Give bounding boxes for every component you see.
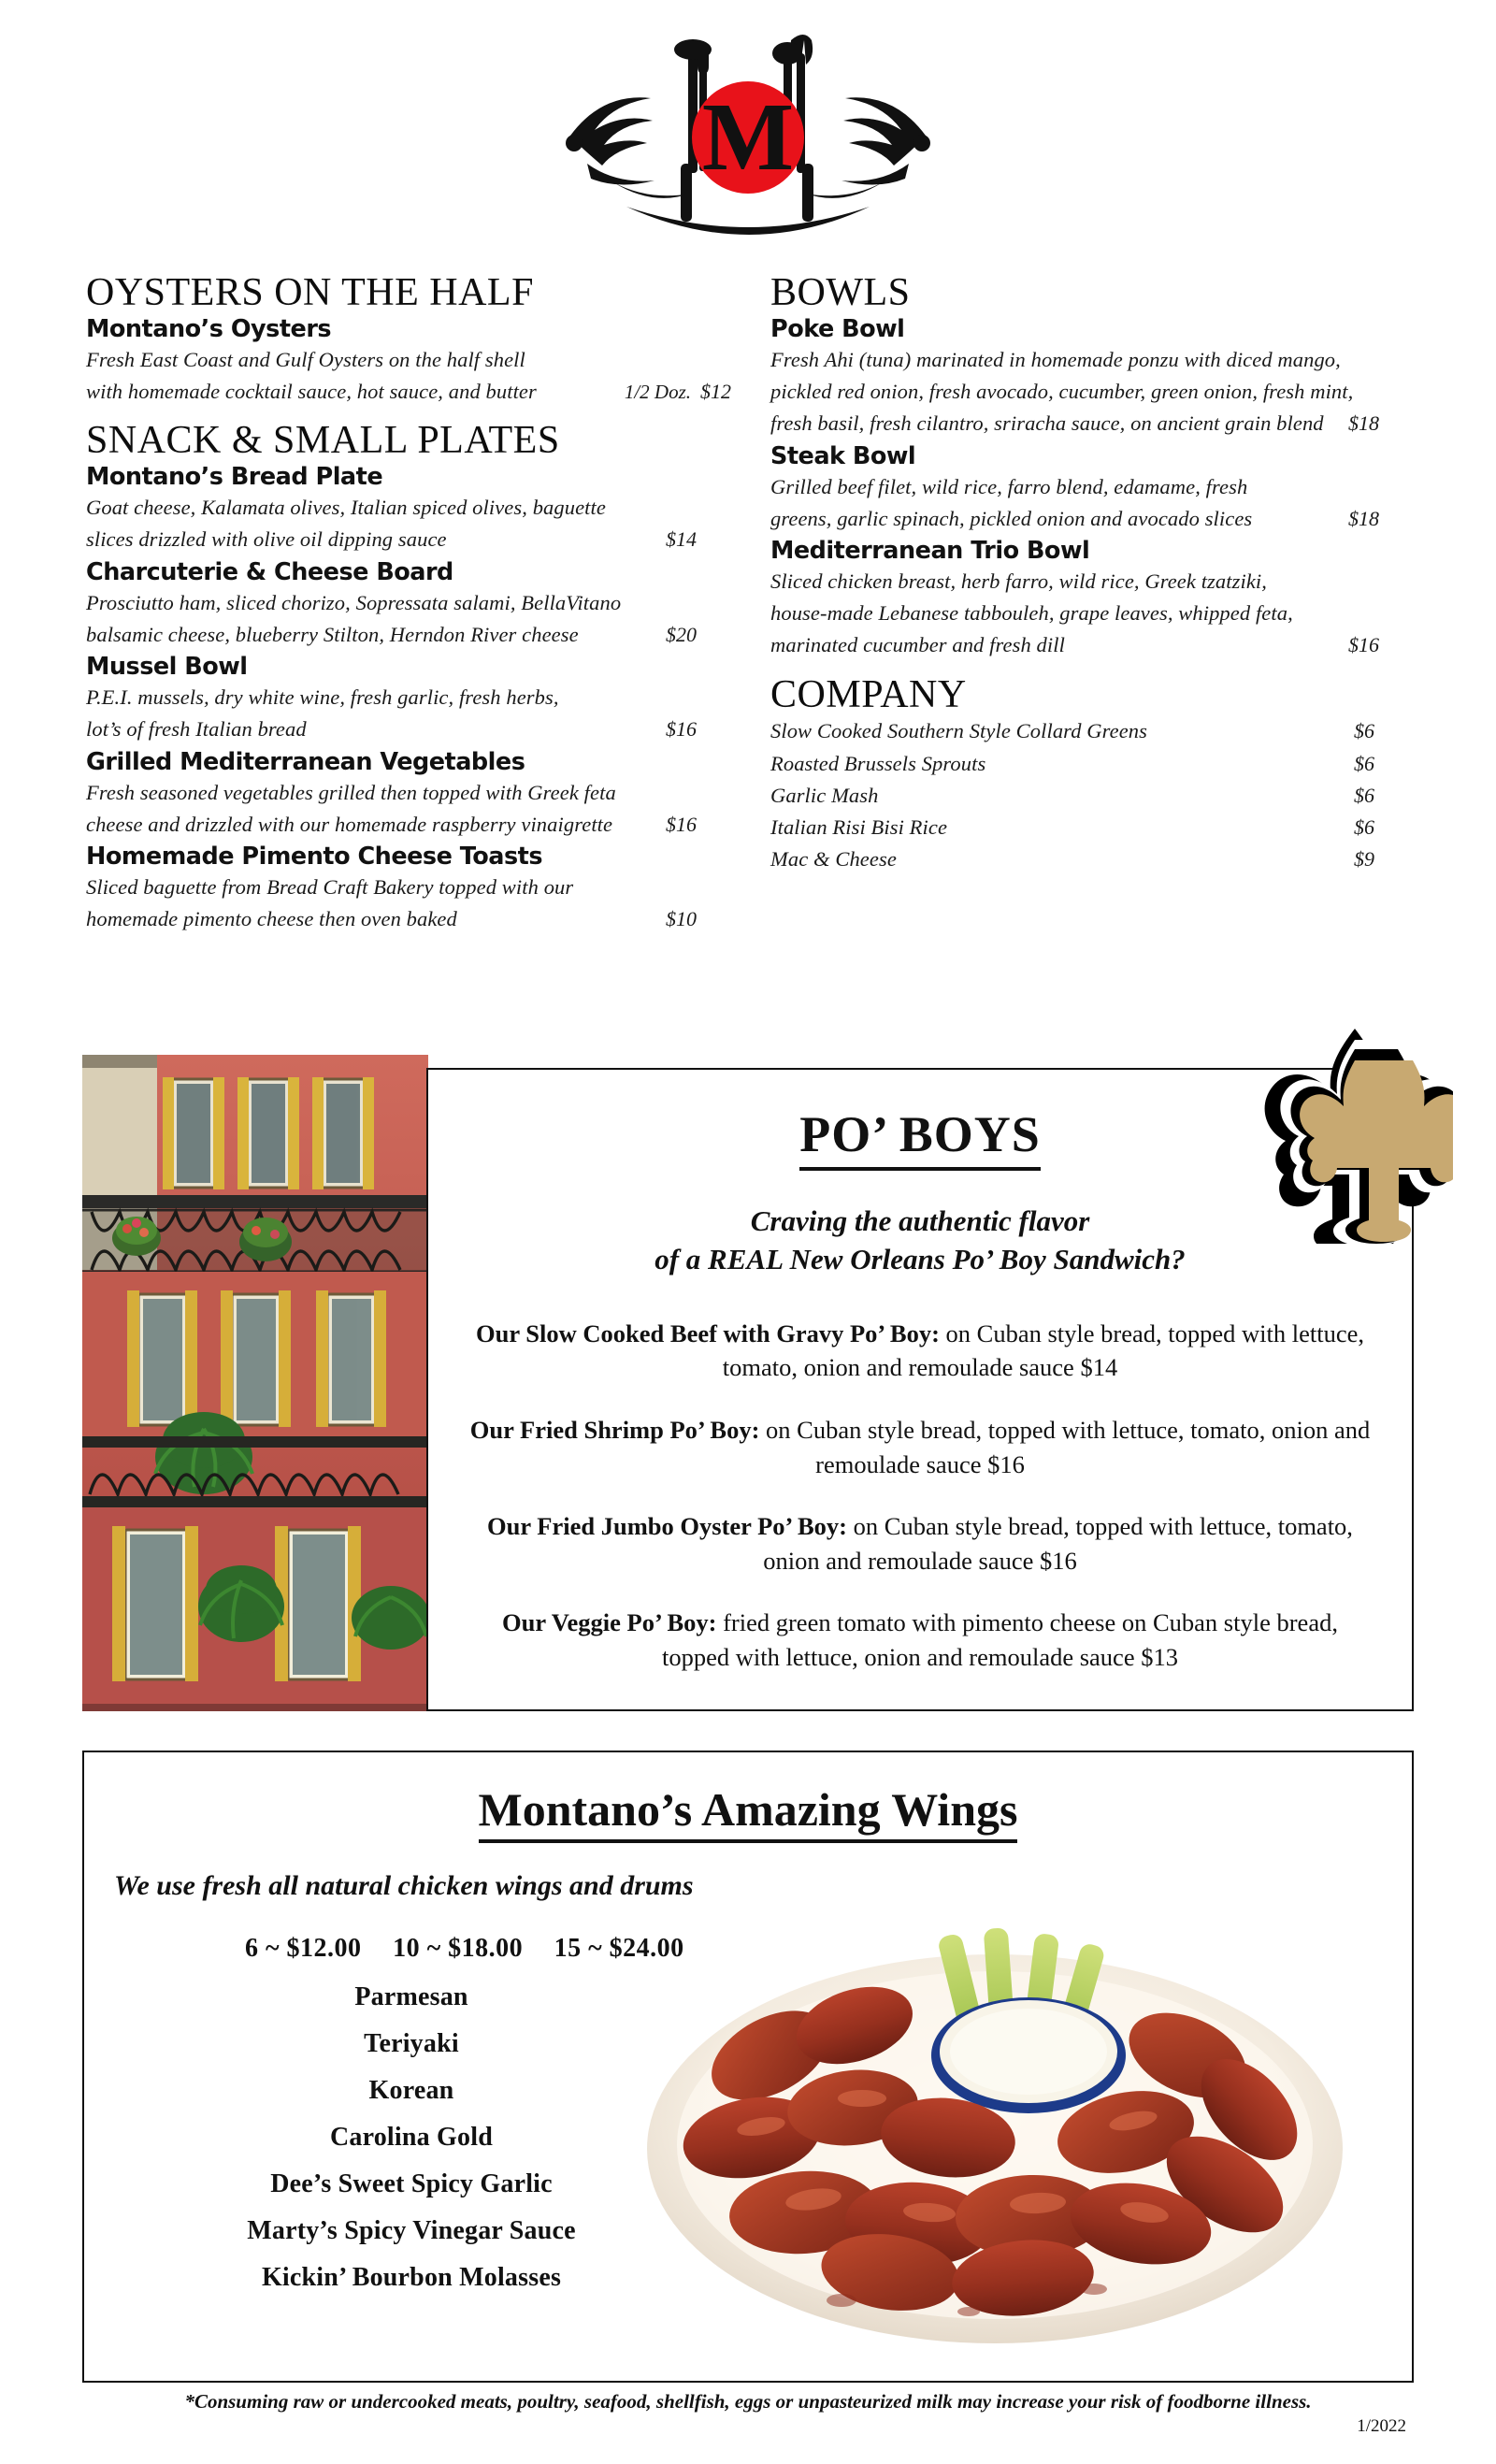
side-item-row — [770, 748, 1414, 780]
item-description-price-row — [86, 809, 731, 841]
po-boys-panel — [426, 1068, 1414, 1711]
side-item-row — [770, 715, 1414, 747]
po-boy-item-description: fried green tomato with pimento cheese on Cuban style bread, topped with lettuce, onion and remoulade sauce $13 — [662, 1608, 1338, 1671]
item-description-line: greens, garlic spinach, pickled onion and avocado slices — [770, 506, 1253, 530]
po-boy-item-name: Our Veggie Po’ Boy: — [502, 1608, 717, 1637]
side-item-row — [770, 812, 1414, 843]
item-name: Steak Bowl — [770, 441, 916, 470]
section-heading-company: COMPANY — [770, 672, 967, 716]
section-heading-snack: SNACK & SMALL PLATES — [86, 419, 560, 463]
menu-item — [86, 653, 731, 745]
item-description-line: homemade pimento cheese then oven baked — [86, 907, 457, 931]
montanos-crest-logo-icon — [430, 23, 1066, 257]
item-description-line: Sliced chicken breast, herb farro, wild rice, Greek tzatziki, — [770, 569, 1267, 594]
wings-flavor: Carolina Gold — [329, 2123, 493, 2152]
po-boy-item-name: Our Fried Jumbo Oyster Po’ Boy: — [487, 1512, 848, 1541]
item-price: $16 — [666, 717, 697, 742]
po-boy-item-description: on Cuban style bread, topped with lettuce, tomato, onion and remoulade sauce $16 — [763, 1512, 1353, 1575]
menu-column-right — [770, 273, 1414, 936]
side-item-price: $6 — [1354, 783, 1374, 807]
po-boy-item — [468, 1509, 1373, 1578]
item-price: $16 — [666, 812, 697, 836]
po-boy-item — [468, 1413, 1373, 1481]
item-description-line: house-made Lebanese tabbouleh, grape leaves, whipped feta, — [770, 601, 1293, 626]
side-item-name: Slow Cooked Southern Style Collard Greens — [770, 719, 1148, 743]
item-name: Homemade Pimento Cheese Toasts — [86, 843, 543, 872]
wings-price-option: 10 ~ $18.00 — [393, 1934, 524, 1963]
item-name: Grilled Mediterranean Vegetables — [86, 747, 525, 776]
item-description-line: with homemade cocktail sauce, hot sauce, and butter — [86, 380, 537, 404]
item-description-line: Fresh East Coast and Gulf Oysters on the half shell — [86, 347, 525, 371]
fleur-de-lis-icon — [1257, 1021, 1453, 1244]
item-description-line: balsamic cheese, blueberry Stilton, Herndon River cheese — [86, 622, 579, 646]
menu-item — [86, 463, 731, 555]
po-boy-item-description: on Cuban style bread, topped with lettuce, tomato, onion and remoulade sauce $16 — [759, 1415, 1371, 1478]
item-description-line: fresh basil, fresh cilantro, sriracha sauce, on ancient grain blend — [770, 411, 1324, 436]
section-heading-bowls: BOWLS — [770, 271, 911, 314]
item-description-line: P.E.I. mussels, dry white wine, fresh garlic, fresh herbs, — [86, 685, 559, 710]
item-description-line: slices drizzled with olive oil dipping sauce — [86, 527, 447, 552]
item-price: $20 — [666, 622, 697, 646]
menu-date-stamp: 1/2022 — [1357, 2416, 1406, 2436]
wings-flavor: Marty’s Spicy Vinegar Sauce — [247, 2216, 576, 2245]
menu-item — [86, 843, 731, 935]
item-price: $10 — [666, 907, 697, 931]
po-boys-title-text: PO’ BOYS — [799, 1106, 1041, 1171]
menu-column-left — [86, 273, 731, 936]
po-boy-item-name: Our Fried Shrimp Po’ Boy: — [469, 1415, 760, 1444]
item-name: Poke Bowl — [770, 314, 905, 343]
item-price: $18 — [1348, 506, 1379, 530]
item-description-price-row — [86, 619, 731, 651]
item-description-line: Sliced baguette from Bread Craft Bakery topped with our — [86, 875, 574, 900]
wings-price-option: 15 ~ $24.00 — [554, 1934, 684, 1963]
item-serving-size: 1/2 Doz. — [624, 381, 691, 404]
restaurant-logo — [0, 19, 1496, 262]
menu-columns — [86, 273, 1414, 936]
item-name: Mussel Bowl — [86, 653, 248, 682]
item-price: $14 — [666, 527, 697, 552]
po-boy-item — [468, 1606, 1373, 1674]
wings-flavor: Korean — [368, 2076, 454, 2105]
po-boy-item-name: Our Slow Cooked Beef with Gravy Po’ Boy: — [476, 1318, 940, 1347]
svg-text:M: M — [701, 83, 795, 191]
item-name: Montano’s Oysters — [86, 314, 332, 343]
item-description-line: pickled red onion, fresh avocado, cucumber, green onion, fresh mint, — [770, 380, 1354, 404]
menu-item — [86, 748, 731, 841]
wings-flavor: Kickin’ Bourbon Molasses — [261, 2263, 562, 2292]
po-boy-item — [468, 1317, 1373, 1385]
item-description-line: lot’s of fresh Italian bread — [86, 717, 307, 742]
side-item-price: $6 — [1354, 751, 1374, 775]
item-description-line: Grilled beef filet, wild rice, farro blend, edamame, fresh — [770, 474, 1248, 498]
wings-subtitle: We use fresh all natural chicken wings and drums — [114, 1870, 694, 1901]
po-boys-subtitle-line: Craving the authentic flavor — [750, 1204, 1090, 1237]
item-name: Montano’s Bread Plate — [86, 463, 383, 492]
side-item-name: Italian Risi Bisi Rice — [770, 815, 948, 840]
item-description-line: marinated cucumber and fresh dill — [770, 633, 1065, 657]
item-price: $12 — [700, 380, 731, 404]
side-item-name: Garlic Mash — [770, 783, 879, 807]
po-boys-item-list — [428, 1317, 1412, 1675]
wings-flavor: Dee’s Sweet Spicy Garlic — [270, 2169, 553, 2198]
side-item-price: $6 — [1354, 815, 1374, 840]
wings-flavor: Parmesan — [354, 1982, 468, 2011]
item-description-price-row — [86, 524, 731, 555]
po-boys-subtitle-line: of a REAL New Orleans Po’ Boy Sandwich? — [654, 1242, 1186, 1275]
item-description-price-row — [86, 713, 731, 745]
item-name: Mediterranean Trio Bowl — [770, 536, 1090, 565]
item-name: Charcuterie & Cheese Board — [86, 557, 453, 586]
po-boy-item-description: on Cuban style bread, topped with lettuce, tomato, onion and remoulade sauce $14 — [722, 1318, 1364, 1382]
side-item-name: Mac & Cheese — [770, 847, 897, 872]
item-description-line: Prosciutto ham, sliced chorizo, Sopressata salami, BellaVitano — [86, 590, 622, 614]
item-description-price-row — [86, 903, 731, 935]
wings-panel — [82, 1751, 1414, 2383]
item-description-price-row — [770, 629, 1414, 661]
side-item-price: $6 — [1354, 719, 1374, 743]
side-item-name: Roasted Brussels Sprouts — [770, 751, 986, 775]
wings-title — [84, 1782, 1412, 1837]
item-price: $16 — [1348, 633, 1379, 657]
menu-item — [770, 442, 1414, 535]
new-orleans-balcony-photo — [82, 1055, 428, 1711]
buffalo-wings-platter-photo — [621, 1915, 1369, 2355]
side-item-row — [770, 843, 1414, 875]
allergen-disclaimer: *Consuming raw or undercooked meats, poultry, seafood, shellfish, eggs or unpasteurized milk may increase your risk of foodborne illness. — [184, 2390, 1312, 2413]
wings-flavor: Teriyaki — [364, 2029, 459, 2058]
item-description-line: Fresh Ahi (tuna) marinated in homemade ponzu with diced mango, — [770, 347, 1341, 371]
item-description-line: cheese and drizzled with our homemade raspberry vinaigrette — [86, 812, 613, 836]
side-item-price: $9 — [1354, 847, 1374, 872]
item-description-price-row — [770, 408, 1414, 439]
section-heading-oysters: OYSTERS ON THE HALF — [86, 271, 534, 314]
menu-item — [770, 537, 1414, 662]
wings-title-text: Montano’s Amazing Wings — [479, 1783, 1018, 1843]
item-description-line: Fresh seasoned vegetables grilled then topped with Greek feta — [86, 780, 616, 804]
wings-price-option: 6 ~ $12.00 — [245, 1934, 362, 1963]
menu-item — [770, 315, 1414, 440]
item-price: $18 — [1348, 411, 1379, 436]
side-item-row — [770, 780, 1414, 812]
menu-item — [86, 315, 731, 408]
balcony-illustration — [82, 1055, 428, 1711]
item-description-price-row — [86, 376, 731, 408]
item-description-line: Goat cheese, Kalamata olives, Italian spiced olives, baguette — [86, 496, 606, 520]
menu-item — [86, 558, 731, 651]
item-description-price-row — [770, 503, 1414, 535]
